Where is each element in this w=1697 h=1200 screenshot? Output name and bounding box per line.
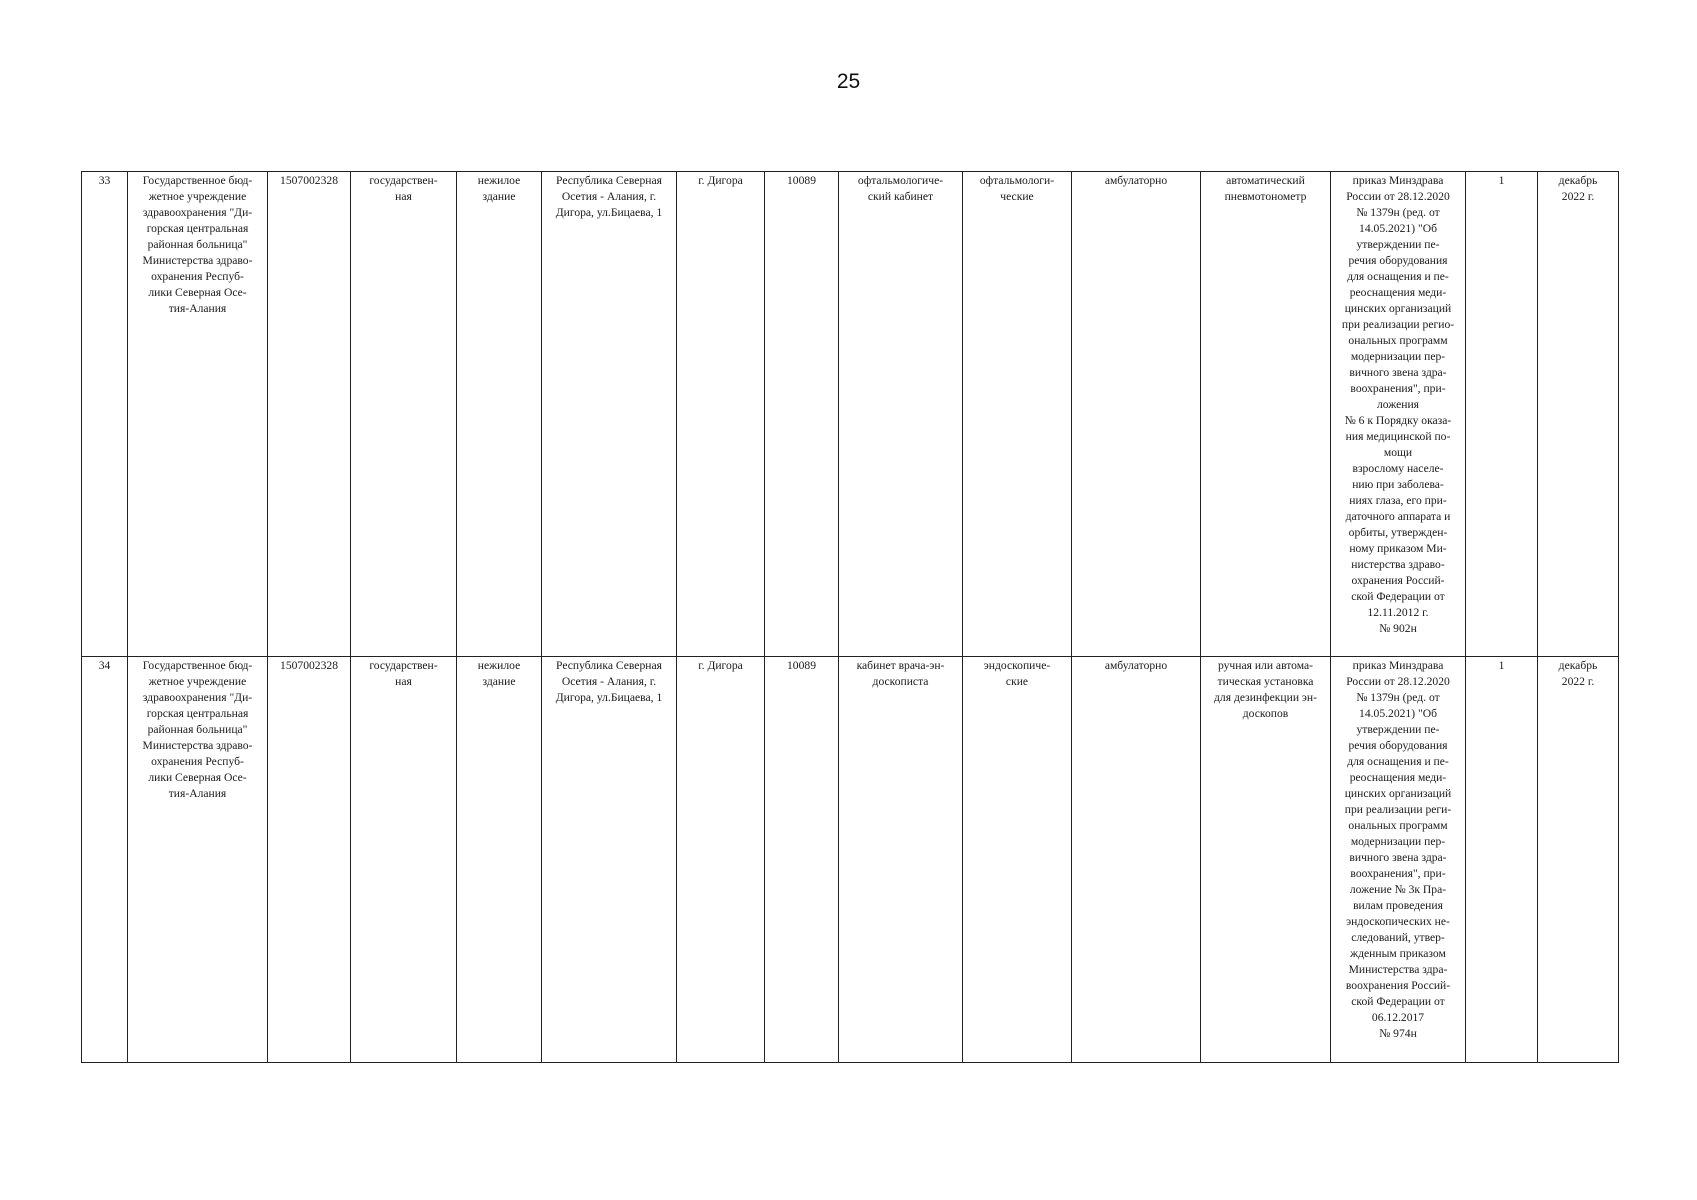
cell-inn: 1507002328: [268, 172, 351, 657]
cell-building: нежилое здание: [457, 657, 542, 1063]
cell-address: Республика Северная Осетия - Алания, г. Дигора, ул.Бицаева, 1: [542, 172, 677, 657]
cell-room: кабинет врача-эн- доскописта: [839, 657, 963, 1063]
page-number: 25: [836, 70, 861, 93]
table-row: [82, 172, 1619, 657]
cell-inn: 1507002328: [268, 657, 351, 1063]
cell-room: офтальмологиче- ский кабинет: [839, 172, 963, 657]
table-row: [82, 657, 1619, 1063]
cell-code: 10089: [765, 172, 839, 657]
cell-number: 34: [82, 657, 128, 1063]
cell-equipment: ручная или автома- тическая установка для дезинфекции эн- доскопов: [1201, 657, 1331, 1063]
equipment-table: [81, 171, 1619, 1063]
cell-quantity: 1: [1466, 172, 1538, 657]
cell-date: декабрь 2022 г.: [1538, 172, 1619, 657]
cell-quantity: 1: [1466, 657, 1538, 1063]
cell-order: приказ Минздрава России от 28.12.2020 № 1379н (ред. от 14.05.2021) "Об утверждении пе- речия оборудования для оснащения и пе- реоснащения меди- цинских организаций при реализации регио- ональных программ модернизации пер- вичного звена здра- воохранения", при- ложения № 6 к Порядку оказа- ния медицинской по- мощи взрослому населе- нию при заболева- ниях глаза, его при- даточного аппарата и орбиты, утвержден- ному приказом Ми- нистерства здраво- охранения Россий- ской Федерации от 12.11.2012 г. № 902н: [1331, 172, 1466, 657]
cell-profile: офтальмологи- ческие: [963, 172, 1072, 657]
cell-ownership: государствен- ная: [351, 172, 457, 657]
cell-condition: амбулаторно: [1072, 172, 1201, 657]
cell-ownership: государствен- ная: [351, 657, 457, 1063]
cell-code: 10089: [765, 657, 839, 1063]
cell-city: г. Дигора: [677, 657, 765, 1063]
cell-number: 33: [82, 172, 128, 657]
cell-date: декабрь 2022 г.: [1538, 657, 1619, 1063]
cell-condition: амбулаторно: [1072, 657, 1201, 1063]
cell-order: приказ Минздрава России от 28.12.2020 № 1379н (ред. от 14.05.2021) "Об утверждении пе- речия оборудования для оснащения и пе- реоснащения меди- цинских организаций при реализации реги- ональных программ модернизации пер- вичного звена здра- воохранения", при- ложение № 3к Пра- вилам проведения эндоскопических не- следований, утвер- жденным приказом Министерства здра- воохранения Россий- ской Федерации от 06.12.2017 № 974н: [1331, 657, 1466, 1063]
cell-building: нежилое здание: [457, 172, 542, 657]
cell-institution: Государственное бюд- жетное учреждение здравоохранения "Ди- горская центральная районная больница" Министерства здраво- охранения Респуб- лики Северная Осе- тия-Алания: [128, 172, 268, 657]
cell-city: г. Дигора: [677, 172, 765, 657]
cell-profile: эндоскопиче- ские: [963, 657, 1072, 1063]
cell-address: Республика Северная Осетия - Алания, г. Дигора, ул.Бицаева, 1: [542, 657, 677, 1063]
cell-institution: Государственное бюд- жетное учреждение здравоохранения "Ди- горская центральная районная больница" Министерства здраво- охранения Респуб- лики Северная Осе- тия-Алания: [128, 657, 268, 1063]
cell-equipment: автоматический пневмотонометр: [1201, 172, 1331, 657]
